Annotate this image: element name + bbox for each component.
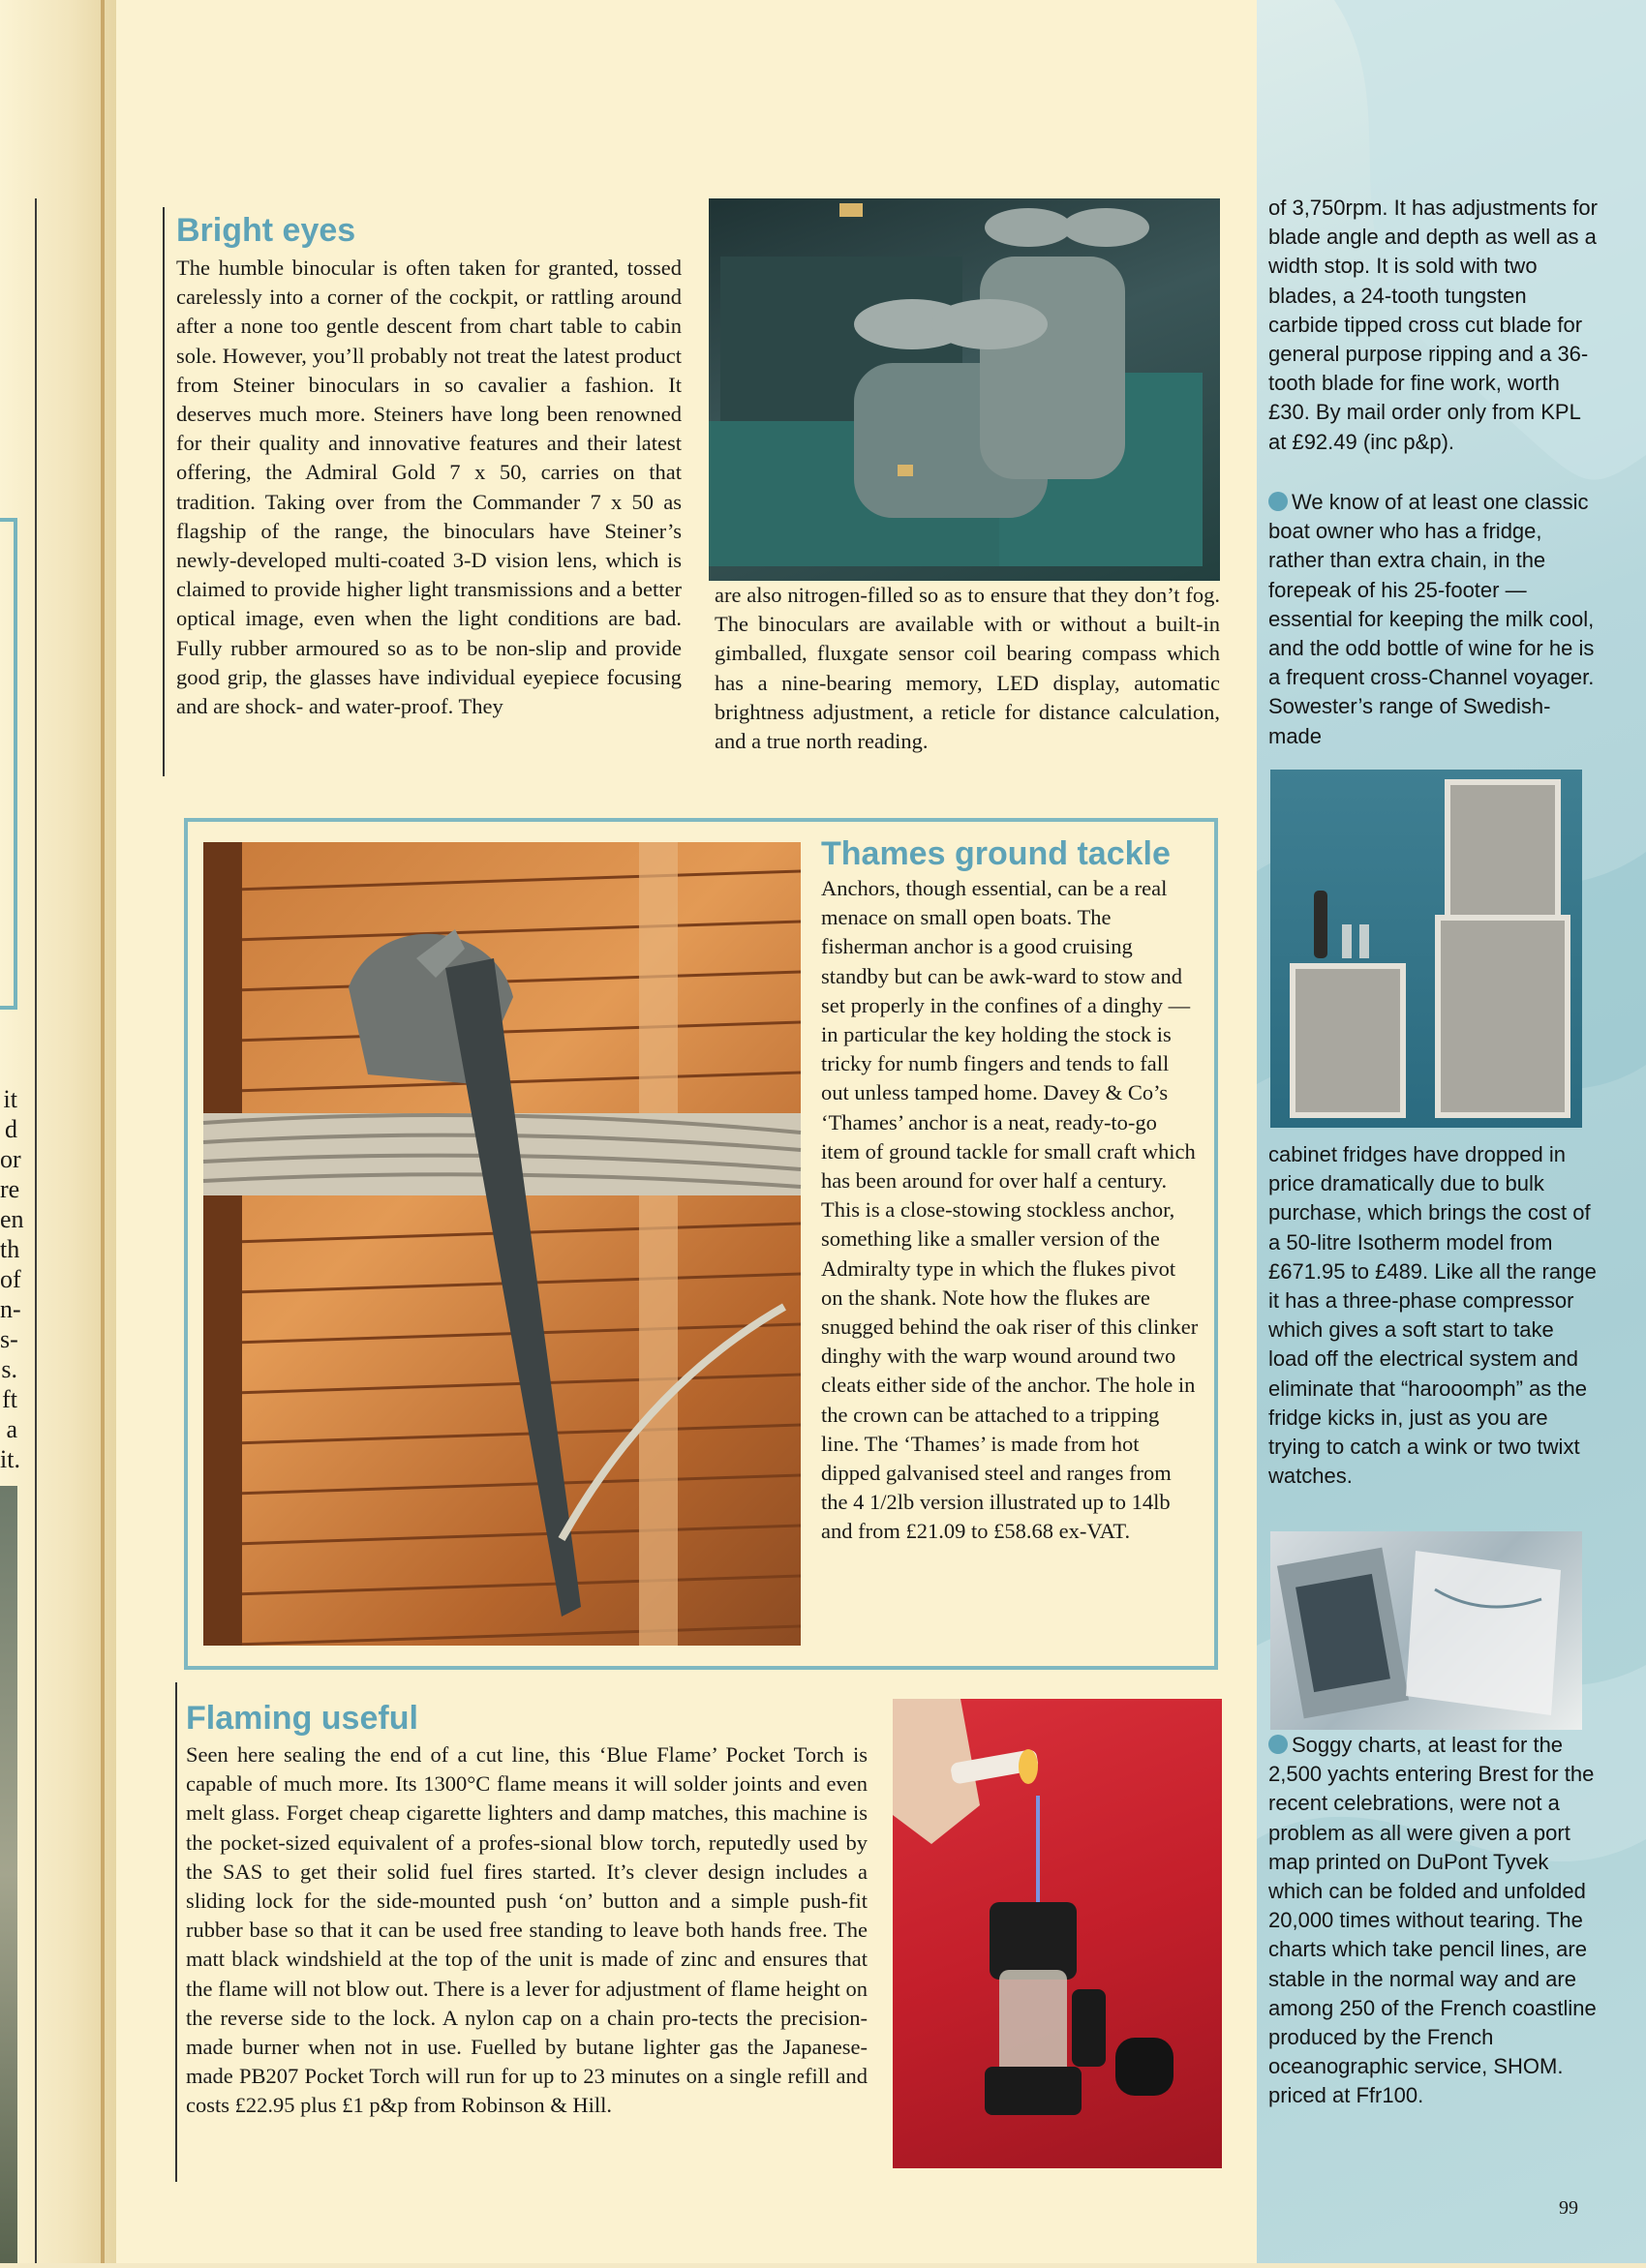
column-rule [175, 1682, 177, 2182]
previous-page-column-rule [35, 198, 37, 2263]
sidebar-text-fridge: We know of at least one classic boat owner who has a fridge, rather than extra chain, in the forepeak of his 25-footer — essential for keeping the milk cool, and the odd bottle of wine for he is a frequent cross-Channel voyager. Sowester’s range of Swedish-made [1268, 490, 1595, 748]
gutter-fragment: d [5, 1115, 17, 1143]
sidebar-text-saw: of 3,750rpm. It has adjustments for blade angle and depth as well as a width stop. It is sold with two blades, a 24-tooth tungsten carbide tipped cross cut blade for general purpose ripping and a 36-tooth blade for fine work, worth £30. By mail order only from KPL at £92.49 (inc p&p). [1268, 196, 1598, 454]
previous-page-box [0, 518, 17, 1010]
gutter-fragment: ft [2, 1385, 17, 1413]
gutter-fragment: or [0, 1145, 21, 1173]
sidebar-text-fridge-cont: cabinet fridges have dropped in price dramatically due to bulk purchase, which brings the cost of a 50-litre Isotherm model from £671.95 to £489. Like all the range it has a three-phase compressor which gives a soft start to take load off the electrical system and eliminate that “harooomph” as the fridge kicks in, just as you are trying to catch a wink or two twixt watches. [1268, 1142, 1597, 1489]
article-body-bright-eyes-col1: The humble binocular is often taken for granted, tossed carelessly into a corner of the cockpit, or rattling around after a none too gentle descent from chart table to cabin sole. However, you’ll probably not treat the latest product from Steiner binoculars in so cavalier a fashion. It deserves much more. Steiners have long been renowned for their quality and innovative features and their latest offering, the Admiral Gold 7 x 50, carries on that tradition. Taking over from the Commander 7 x 50 as flagship of the range, the binoculars have Steiner’s newly-developed multi-coated 3-D vision lens, which is claimed to provide higher light transmissions and a better optical image, even when the light conditions are bad. Fully rubber armoured so as to be non-slip and provide good grip, the glasses have individual eyepiece focusing and are shock- and water-proof. They [176, 256, 682, 719]
previous-page-photo [0, 1486, 17, 2263]
previous-page-edge [0, 0, 116, 2263]
gutter-fragment: s- [0, 1325, 18, 1353]
gutter-fragment: n- [0, 1295, 21, 1323]
gutter-fragment: it. [0, 1445, 20, 1473]
pocket-torch-photo [893, 1699, 1222, 2168]
gutter-fragment: of [0, 1265, 21, 1293]
fridges-photo [1270, 770, 1582, 1128]
chart-photo [1270, 1531, 1582, 1730]
anchor-photo [203, 842, 801, 1646]
gutter-fragment: a [6, 1415, 17, 1443]
sidebar-text-charts: Soggy charts, at least for the 2,500 yachts entering Brest for the recent celebrations, were not a problem as all were given a port map printed on DuPont Tyvek which can be folded and unfolded 20,000 times without tearing. The charts which take pencil lines, are stable in the normal way and are among 250 of the French coastline produced by the French oceanographic service, SHOM. priced at Ffr100. [1268, 1733, 1597, 2108]
gutter-fragment: en [0, 1205, 24, 1233]
article-body-bright-eyes-col2: are also nitrogen-filled so as to ensure that they don’t fog. The binoculars are available with or without a built-in gimballed, fluxgate sensor coil bearing compass which has a nine-bearing memory, LED display, automatic brightness adjustment, a reticle for distance calculation, and a true north reading. [715, 583, 1220, 754]
column-rule [163, 207, 165, 776]
article-body-thames: Anchors, though essential, can be a real menace on small open boats. The fisherman anchor is a good cruising standby but can be awk-ward to stow and set properly in the confines of a dinghy — in particular the key holding the stock is tricky for numb fingers and tends to fall out unless tamped home. Davey & Co’s ‘Thames’ anchor is a neat, ready-to-go item of ground tackle for small craft which has been around for over half a century. This is a close-stowing stockless anchor, something like a smaller version of the Admiralty type in which the flukes pivot on the shank. Note how the flukes are snugged behind the oak riser of this clinker dinghy with the warp wound around two cleats either side of the anchor. The hole in the crown can be attached to a tripping line. The ‘Thames’ is made from hot dipped galvanised steel and ranges from the 4 1/2lb version illustrated up to 14lb and from £21.09 to £58.68 ex-VAT. [821, 876, 1199, 1544]
gutter-fragment: s. [1, 1355, 17, 1383]
previous-page-text-fragments [0, 1084, 24, 1474]
bullet-dot-icon [1268, 492, 1288, 511]
bullet-dot-icon [1268, 1735, 1288, 1754]
article-title-flaming: Flaming useful [186, 1700, 418, 1737]
article-title-thames: Thames ground tackle [821, 835, 1171, 872]
page-number: 99 [1559, 2197, 1578, 2219]
gutter-fragment: th [0, 1235, 20, 1263]
gutter-fragment: it [3, 1085, 17, 1113]
gutter-fragment: re [0, 1175, 20, 1203]
article-body-flaming: Seen here sealing the end of a cut line, this ‘Blue Flame’ Pocket Torch is capable of much more. Its 1300°C flame means it will solder joints and even melt glass. Forget cheap cigarette lighters and damp matches, this machine is the pocket-sized equivalent of a profes-sional blow torch, reputedly used by the SAS to get their solid fuel fires started. It’s clever design includes a sliding lock for the side-mounted push ‘on’ button and a simple push-fit rubber base so that it can be used free standing to leave both hands free. The matt black windshield at the top of the unit is made of zinc and ensures that the flame will not blow out. There is a lever for adjustment of flame height on the reverse side to the lock. A nylon cap on a chain pro-tects the precision-made burner when not in use. Fuelled by butane lighter gas the Japanese-made PB207 Pocket Torch will run for up to 23 minutes on a single refill and costs £22.95 plus £1 p&p from Robinson & Hill. [186, 1742, 868, 2118]
page-fold [101, 0, 105, 2263]
article-title-bright-eyes: Bright eyes [176, 212, 356, 249]
binoculars-photo [709, 198, 1220, 581]
